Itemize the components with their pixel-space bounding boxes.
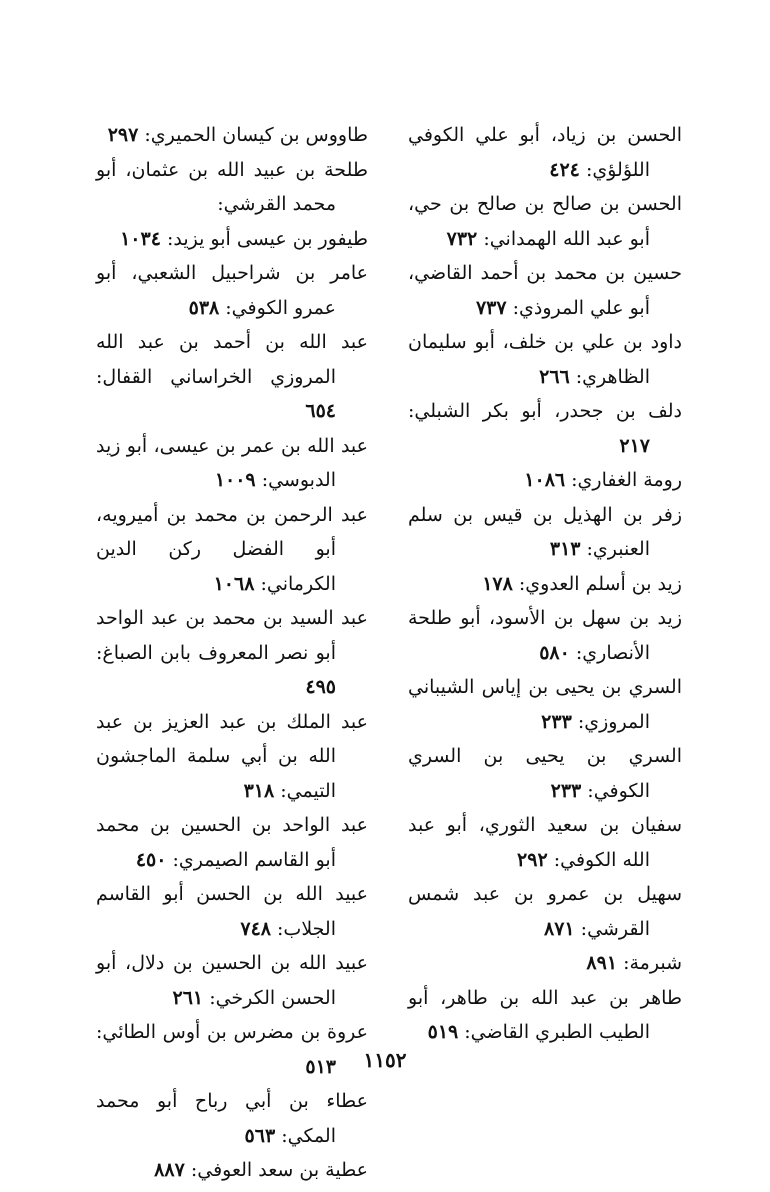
entry-page: ٥٣٨	[188, 296, 220, 319]
entry-page: ٣١٨	[243, 779, 275, 802]
index-entry	[408, 946, 682, 981]
entry-name: طيفور بن عيسى أبو يزيد:	[166, 227, 368, 250]
index-entry	[408, 739, 682, 808]
entry-page: ٢٣٣	[550, 779, 582, 802]
index-entry	[96, 325, 368, 429]
entry-page: ٧٤٨	[240, 917, 271, 940]
entry-name: رومة الغفاري:	[571, 469, 682, 491]
index-entry	[408, 601, 682, 670]
entry-page: ٧٣٧	[475, 296, 507, 319]
index-entry	[408, 187, 682, 256]
entry-name: زيد بن سهل بن الأسود، أبو طلحة الأنصاري:	[408, 607, 682, 664]
entry-page: ٨٩١	[586, 952, 618, 974]
index-entry	[408, 567, 682, 602]
entry-name: الحسن بن زياد، أبو علي الكوفي اللؤلؤي:	[408, 124, 682, 181]
entry-page: ١٠٨٦	[524, 469, 566, 491]
index-entry	[96, 1084, 368, 1153]
entry-name: عبد الله بن عمر بن عيسى، أبو زيد الدبوسي:	[96, 434, 368, 491]
entry-name: الحسن بن صالح بن صالح بن حي، أبو عبد الله الهمداني:	[408, 193, 682, 250]
entry-name: طاهر بن عبد الله بن طاهر، أبو الطيب الطبري القاضي:	[408, 986, 682, 1043]
page-number: ١١٥٢	[363, 1048, 407, 1072]
entry-page: ١٧٨	[482, 572, 513, 595]
entry-name: عبد الرحمن بن محمد بن أميرويه، أبو الفضل ركن الدين الكرماني:	[96, 503, 368, 595]
index-column-left	[96, 118, 368, 1188]
entry-page: ٦٥٤	[305, 400, 336, 422]
entry-name: عبيد الله بن الحسين بن دلال، أبو الحسن الكرخي:	[96, 952, 368, 1009]
entry-name: عبيد الله بن الحسن أبو القاسم الجلاب:	[96, 883, 368, 940]
index-entry	[96, 946, 368, 1015]
index-entry	[408, 498, 682, 567]
entry-name: سفيان بن سعيد الثوري، أبو عبد الله الكوفي:	[408, 814, 682, 871]
index-entry	[408, 981, 682, 1050]
index-entry	[96, 877, 368, 946]
entry-name: شبرمة:	[623, 952, 682, 974]
index-entry	[408, 118, 682, 187]
entry-name: زيد بن أسلم العدوي:	[518, 572, 682, 595]
entry-name: عبد الواحد بن الحسين بن محمد أبو القاسم الصيمري:	[96, 814, 368, 871]
entry-page: ٧٣٢	[446, 227, 478, 250]
index-entry	[96, 256, 368, 325]
entry-name: طلحة بن عبيد الله بن عثمان، أبو محمد القرشي:	[96, 158, 368, 215]
index-entry	[96, 601, 368, 705]
entry-page: ٥٨٠	[539, 641, 570, 664]
entry-page: ٨٧١	[544, 917, 575, 940]
entry-page: ٨٨٧	[154, 1159, 185, 1181]
entry-page: ٢٣٣	[541, 710, 572, 733]
index-entry	[96, 222, 368, 257]
entry-name: عطاء بن أبي رباح أبو محمد المكي:	[96, 1090, 368, 1147]
entry-page: ٣١٣	[549, 538, 581, 560]
entry-page: ١٠٣٤	[120, 227, 161, 250]
entry-name: حسين بن محمد بن أحمد القاضي، أبو علي المروذي:	[408, 262, 682, 319]
index-entry	[408, 877, 682, 946]
entry-name: عامر بن شراحبيل الشعبي، أبو عمرو الكوفي:	[96, 262, 368, 319]
entry-page: ٤٥٠	[135, 848, 167, 871]
entry-page: ٤٢٤	[549, 158, 580, 181]
entry-page: ٢٩٢	[517, 848, 548, 871]
index-entry	[96, 808, 368, 877]
entry-name: دلف بن جحدر، أبو بكر الشبلي:	[408, 400, 682, 422]
index-entry	[408, 670, 682, 739]
entry-page: ٢١٧	[619, 434, 650, 457]
index-entry	[408, 256, 682, 325]
index-column-right	[408, 118, 682, 1050]
index-entry	[96, 1153, 368, 1188]
index-entry	[408, 463, 682, 498]
entry-name: عروة بن مضرس بن أوس الطائي:	[96, 1021, 368, 1043]
index-entry	[408, 325, 682, 394]
entry-name: سهيل بن عمرو بن عبد شمس القرشي:	[408, 883, 682, 940]
entry-name: عبد الله بن أحمد بن عبد الله المروزي الخراساني القفال:	[96, 331, 368, 388]
entry-page: ٢٦١	[172, 986, 204, 1009]
entry-page: ٥٦٣	[244, 1124, 276, 1147]
entry-name: عبد السيد بن محمد بن عبد الواحد أبو نصر المعروف بابن الصباغ:	[96, 607, 368, 664]
entry-page: ٢٩٧	[107, 124, 139, 146]
entry-name: عطية بن سعد العوفي:	[190, 1159, 368, 1181]
entry-page: ١٠٦٨	[213, 572, 255, 595]
index-entry	[408, 808, 682, 877]
entry-name: زفر بن الهذيل بن قيس بن سلم العنبري:	[408, 503, 682, 560]
entry-name: داود بن علي بن خلف، أبو سليمان الظاهري:	[408, 331, 682, 388]
entry-page: ٥١٩	[427, 1021, 459, 1043]
entry-page: ٢٦٦	[539, 365, 570, 388]
entry-name: السري بن يحيى بن السري الكوفي:	[408, 745, 682, 802]
index-entry	[96, 118, 368, 153]
entry-page: ٤٩٥	[305, 676, 336, 698]
entry-page: ١٠٠٩	[214, 469, 256, 491]
index-entry	[96, 498, 368, 602]
entry-name: السري بن يحيى بن إياس الشيباني المروزي:	[408, 676, 682, 733]
entry-page: ٥١٣	[305, 1055, 336, 1078]
index-entry	[96, 705, 368, 809]
index-entry	[408, 394, 682, 463]
entry-name: طاووس بن كيسان الحميري:	[144, 124, 368, 146]
index-entry	[96, 429, 368, 498]
entry-name: عبد الملك بن عبد العزيز بن عبد الله بن أبي سلمة الماجشون التيمي:	[96, 710, 368, 802]
index-entry	[96, 153, 368, 222]
